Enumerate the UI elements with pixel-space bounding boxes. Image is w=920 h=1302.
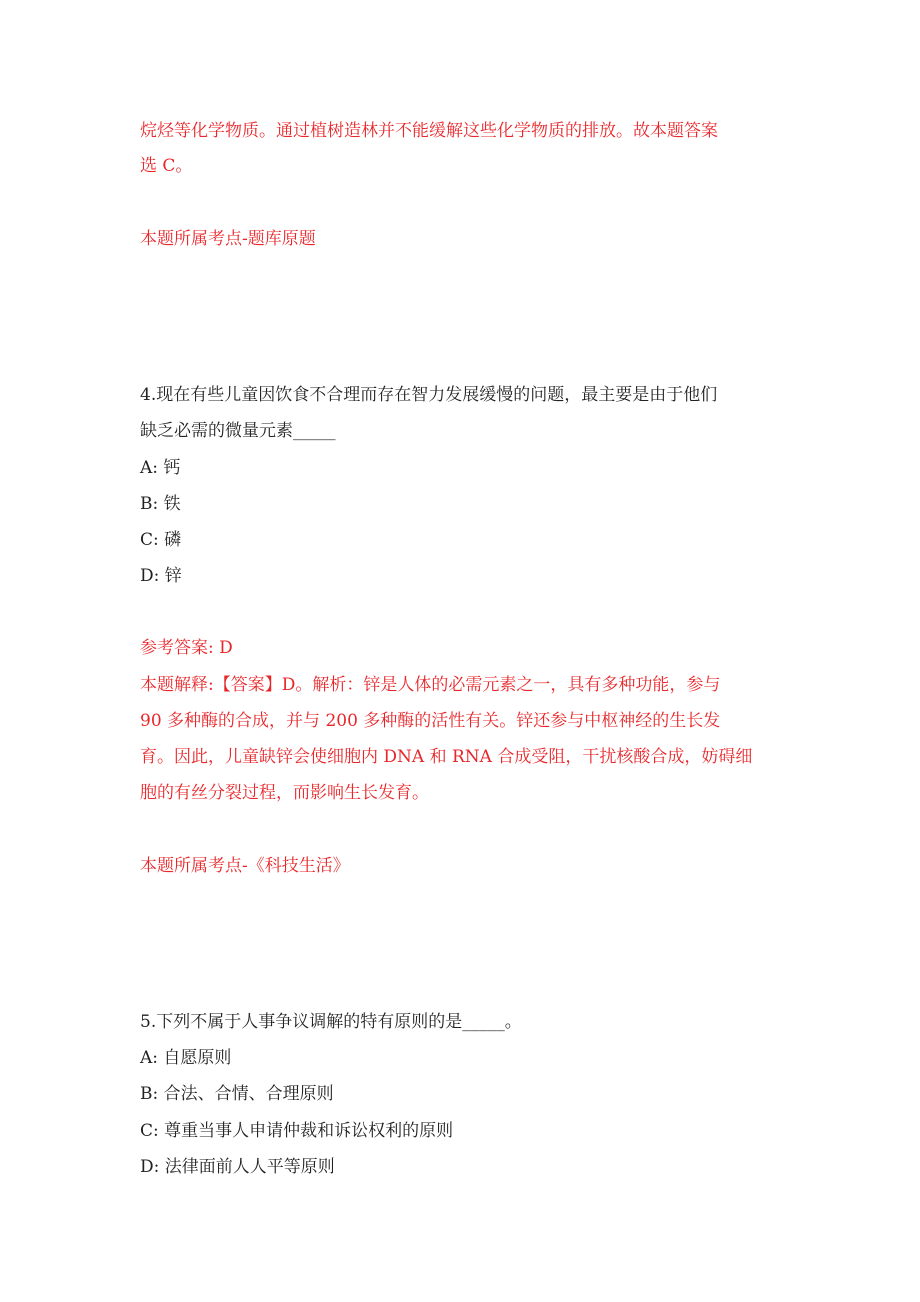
- q5-option-d: D: 法律面前人人平等原则: [140, 1157, 335, 1177]
- q4-explanation-line-1: 本题解释:【答案】D。解析：锌是人体的必需元素之一，具有多种功能，参与: [140, 675, 721, 695]
- q4-option-c: C: 磷: [140, 530, 182, 550]
- q4-explanation-line-2: 90 多种酶的合成，并与 200 多种酶的活性有关。锌还参与中枢神经的生长发: [140, 711, 721, 731]
- q4-stem-line-1: 4.现在有些儿童因饮食不合理而存在智力发展缓慢的问题，最主要是由于他们: [140, 385, 718, 405]
- q5-option-c: C: 尊重当事人申请仲裁和诉讼权利的原则: [140, 1121, 454, 1141]
- q5-stem: 5.下列不属于人事争议调解的特有原则的是_____。: [140, 1012, 522, 1032]
- q4-explanation-line-4: 胞的有丝分裂过程，而影响生长发育。: [140, 783, 429, 803]
- q4-option-b: B: 铁: [140, 494, 181, 514]
- q4-answer: 参考答案: D: [140, 638, 233, 658]
- q4-stem-line-2: 缺乏必需的微量元素_____: [140, 421, 336, 441]
- prev-explanation-line-2: 选 C。: [140, 156, 193, 176]
- prev-explanation-line-1: 烷烃等化学物质。通过植树造林并不能缓解这些化学物质的排放。故本题答案: [140, 121, 718, 141]
- q4-option-a: A: 钙: [140, 458, 181, 478]
- q4-option-d: D: 锌: [140, 566, 182, 586]
- q5-option-b: B: 合法、合情、合理原则: [140, 1084, 334, 1104]
- prev-source: 本题所属考点-题库原题: [140, 229, 316, 249]
- q4-source: 本题所属考点-《科技生活》: [140, 856, 350, 876]
- q4-explanation-line-3: 育。因此，儿童缺锌会使细胞内 DNA 和 RNA 合成受阻，干扰核酸合成，妨碍细: [140, 747, 753, 767]
- q5-option-a: A: 自愿原则: [140, 1048, 232, 1068]
